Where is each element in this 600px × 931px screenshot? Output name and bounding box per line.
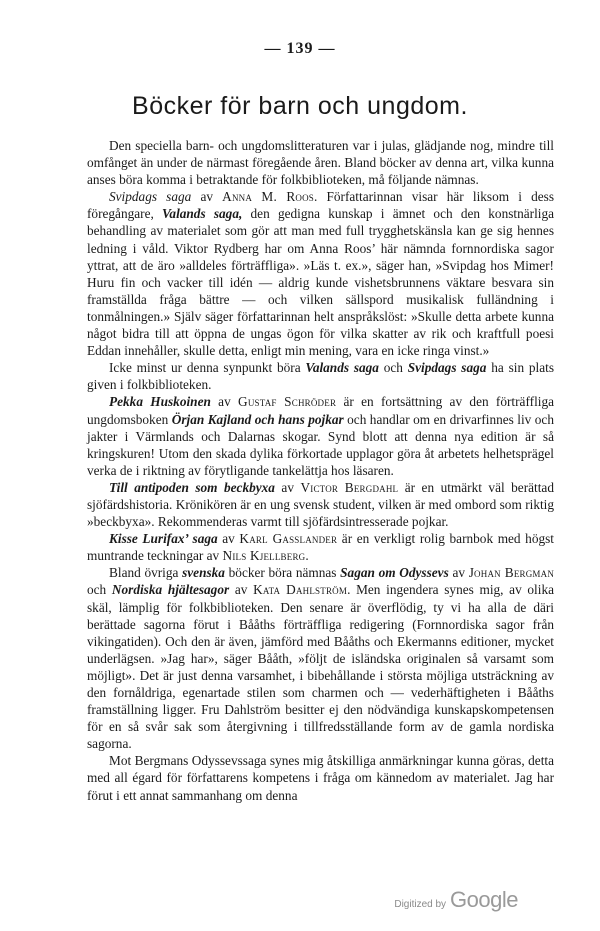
title-emphasis: Valands saga	[305, 360, 379, 376]
emphasis: Svipdags saga	[109, 189, 192, 205]
title-emphasis: Svipdags saga	[407, 360, 487, 376]
author-name: Kata Dahlström	[253, 582, 348, 598]
text-run: av	[217, 531, 240, 547]
text-run: och	[378, 360, 408, 376]
text-run: Bland övriga	[109, 565, 183, 581]
text-run: är en fortsättning av den förträffliga ungdomsboken	[87, 394, 555, 427]
paragraph	[87, 530, 554, 564]
google-logo: Google	[450, 887, 518, 912]
text-run: och handlar om en drivarfinnes liv och jakter i Värmlands och Dalarnas skogar. Synd blott att denna nya edition är så kringskuren! Utom den skada dylika förkortade upplagor göra åt arbetets helhetsprägel verka de i riktning av förytligande tankelättja hos läsaren.	[87, 411, 554, 478]
text-run: böcker böra nämnas	[224, 565, 341, 581]
text-run: Den speciella barn- och ungdomslitteraturen var i julas, glädjande nog, mindre till omfånget än under de närmast föregående åren. Bland böcker av denna art, vilka kunna anses böra komma i betraktande för folkbiblioteken, må följande nämnas.	[87, 138, 554, 188]
text-run: är en verkligt rolig barnbok med högst muntrande teckningar av	[87, 531, 554, 564]
paragraph	[87, 393, 554, 478]
text-run: av	[210, 394, 239, 410]
text-run: av	[274, 479, 301, 495]
title-emphasis: svenska	[182, 565, 225, 581]
watermark-label: Digitized by	[394, 899, 447, 910]
google-watermark	[394, 887, 518, 913]
text-run: Icke minst ur denna synpunkt böra	[109, 360, 306, 376]
paragraph	[87, 188, 554, 359]
title-emphasis: Pekka Huskoinen	[109, 394, 211, 410]
title-emphasis: Till antipoden som beckbyxa	[109, 479, 275, 495]
paragraph	[87, 564, 554, 752]
title-emphasis: Valands saga,	[162, 206, 243, 222]
text-run: . Men ingendera synes mig, av olika skäl, lämplig för folkbiblioteken. Den senare är överflödig, ty vi ha alla de däri berättade sagorna förut i Bååths förträffliga redigering (Fornnordiska sagor från vikingatiden). Och den är även, jämförd med Bååths och Ekermanns editioner, mycket underlägsen. »Jag har», säger Bååth, »följt de isländska originalen så varsamt som möjligt». Det är just denna varsamhet, i bibehållande i största möjliga utsträckning av den fornåldriga, egenartade stilen som charmen och — vederhäftigheten i Bååths framställning ligger. Fru Dahlström besitter ej den nödvändiga kunskapskompetensen för en så svår sak som återgivning i tillfredsställande form av de gamla nordiska sagorna.	[87, 582, 554, 752]
page-title: Böcker för barn och ungdom.	[132, 92, 468, 120]
text-run: och	[87, 582, 112, 598]
paragraph	[87, 137, 554, 188]
text-run: Mot Bergmans Odyssevssaga synes mig åtskilliga anmärkningar kunna göras, detta med all égard för författarens kompetens i fråga om kännedom av materialet. Jag har förut i ett annat sammanhang om denna	[87, 753, 554, 803]
title-emphasis: Sagan om Odyssevs	[340, 565, 449, 581]
author-name: Gustaf Schröder	[238, 394, 337, 410]
title-emphasis: Kisse Lurifax’ saga	[109, 531, 218, 547]
article-body	[87, 137, 554, 804]
text-run: av	[448, 565, 469, 581]
page-number: — 139 —	[264, 40, 336, 57]
author-name: Nils Kjellberg	[222, 548, 306, 564]
author-name: Victor Bergdahl	[300, 479, 399, 495]
paragraph	[87, 479, 554, 530]
text-run: ha sin plats given i folkbiblioteken.	[87, 360, 555, 393]
author-name: Johan Bergman	[468, 565, 555, 581]
text-run: av	[191, 189, 223, 205]
text-run: av	[229, 582, 254, 598]
paragraph	[87, 752, 554, 803]
title-emphasis: Nordiska hjältesagor	[111, 582, 230, 598]
text-run: den gedigna kunskap i ämnet och den konstnärliga behandling av materialet som gör att man med full trygghetskänsla kan ge sig hennes ledning i våld. Viktor Rydberg har om Anna Roos’ här nämnda fornnordiska sagor yttrat, att de äro »alldeles förträffliga». »Läs t. ex.», säger han, »Svipdag hos Mimer! Huru fin och vacker till idén — aldrig kunde vishetsbrunnens väktare besvara sin framställda fråga bättre — och vilken sällspord musikalisk fulländning i tonmålningen.» Själv säger författarinnan helt anspråkslöst: »Skulle detta arbete kunna något bidra till att öppna de ungas ögon för vilka skatter av rik och kraftfull poesi Eddan innehåller, skulle detta, enligt min mening, vara en icke ringa vinst.»	[87, 206, 555, 359]
author-name: Karl Gasslander	[239, 531, 338, 547]
text-run: är en utmärkt väl berättad sjöfärdshistoria. Krönikören är en ung svensk student, vilken är med ombord som riktig »beckbyxa». Rekommenderas varmt till sjöfärdsintresserade pojkar.	[87, 479, 554, 530]
title-emphasis: Örjan Kajland och hans pojkar	[171, 411, 344, 427]
text-run: . Författarinnan visar här liksom i dess föregångare,	[87, 189, 554, 222]
text-run: .	[305, 548, 309, 564]
paragraph	[87, 359, 554, 393]
author-name: Anna M. Roos	[222, 189, 315, 205]
